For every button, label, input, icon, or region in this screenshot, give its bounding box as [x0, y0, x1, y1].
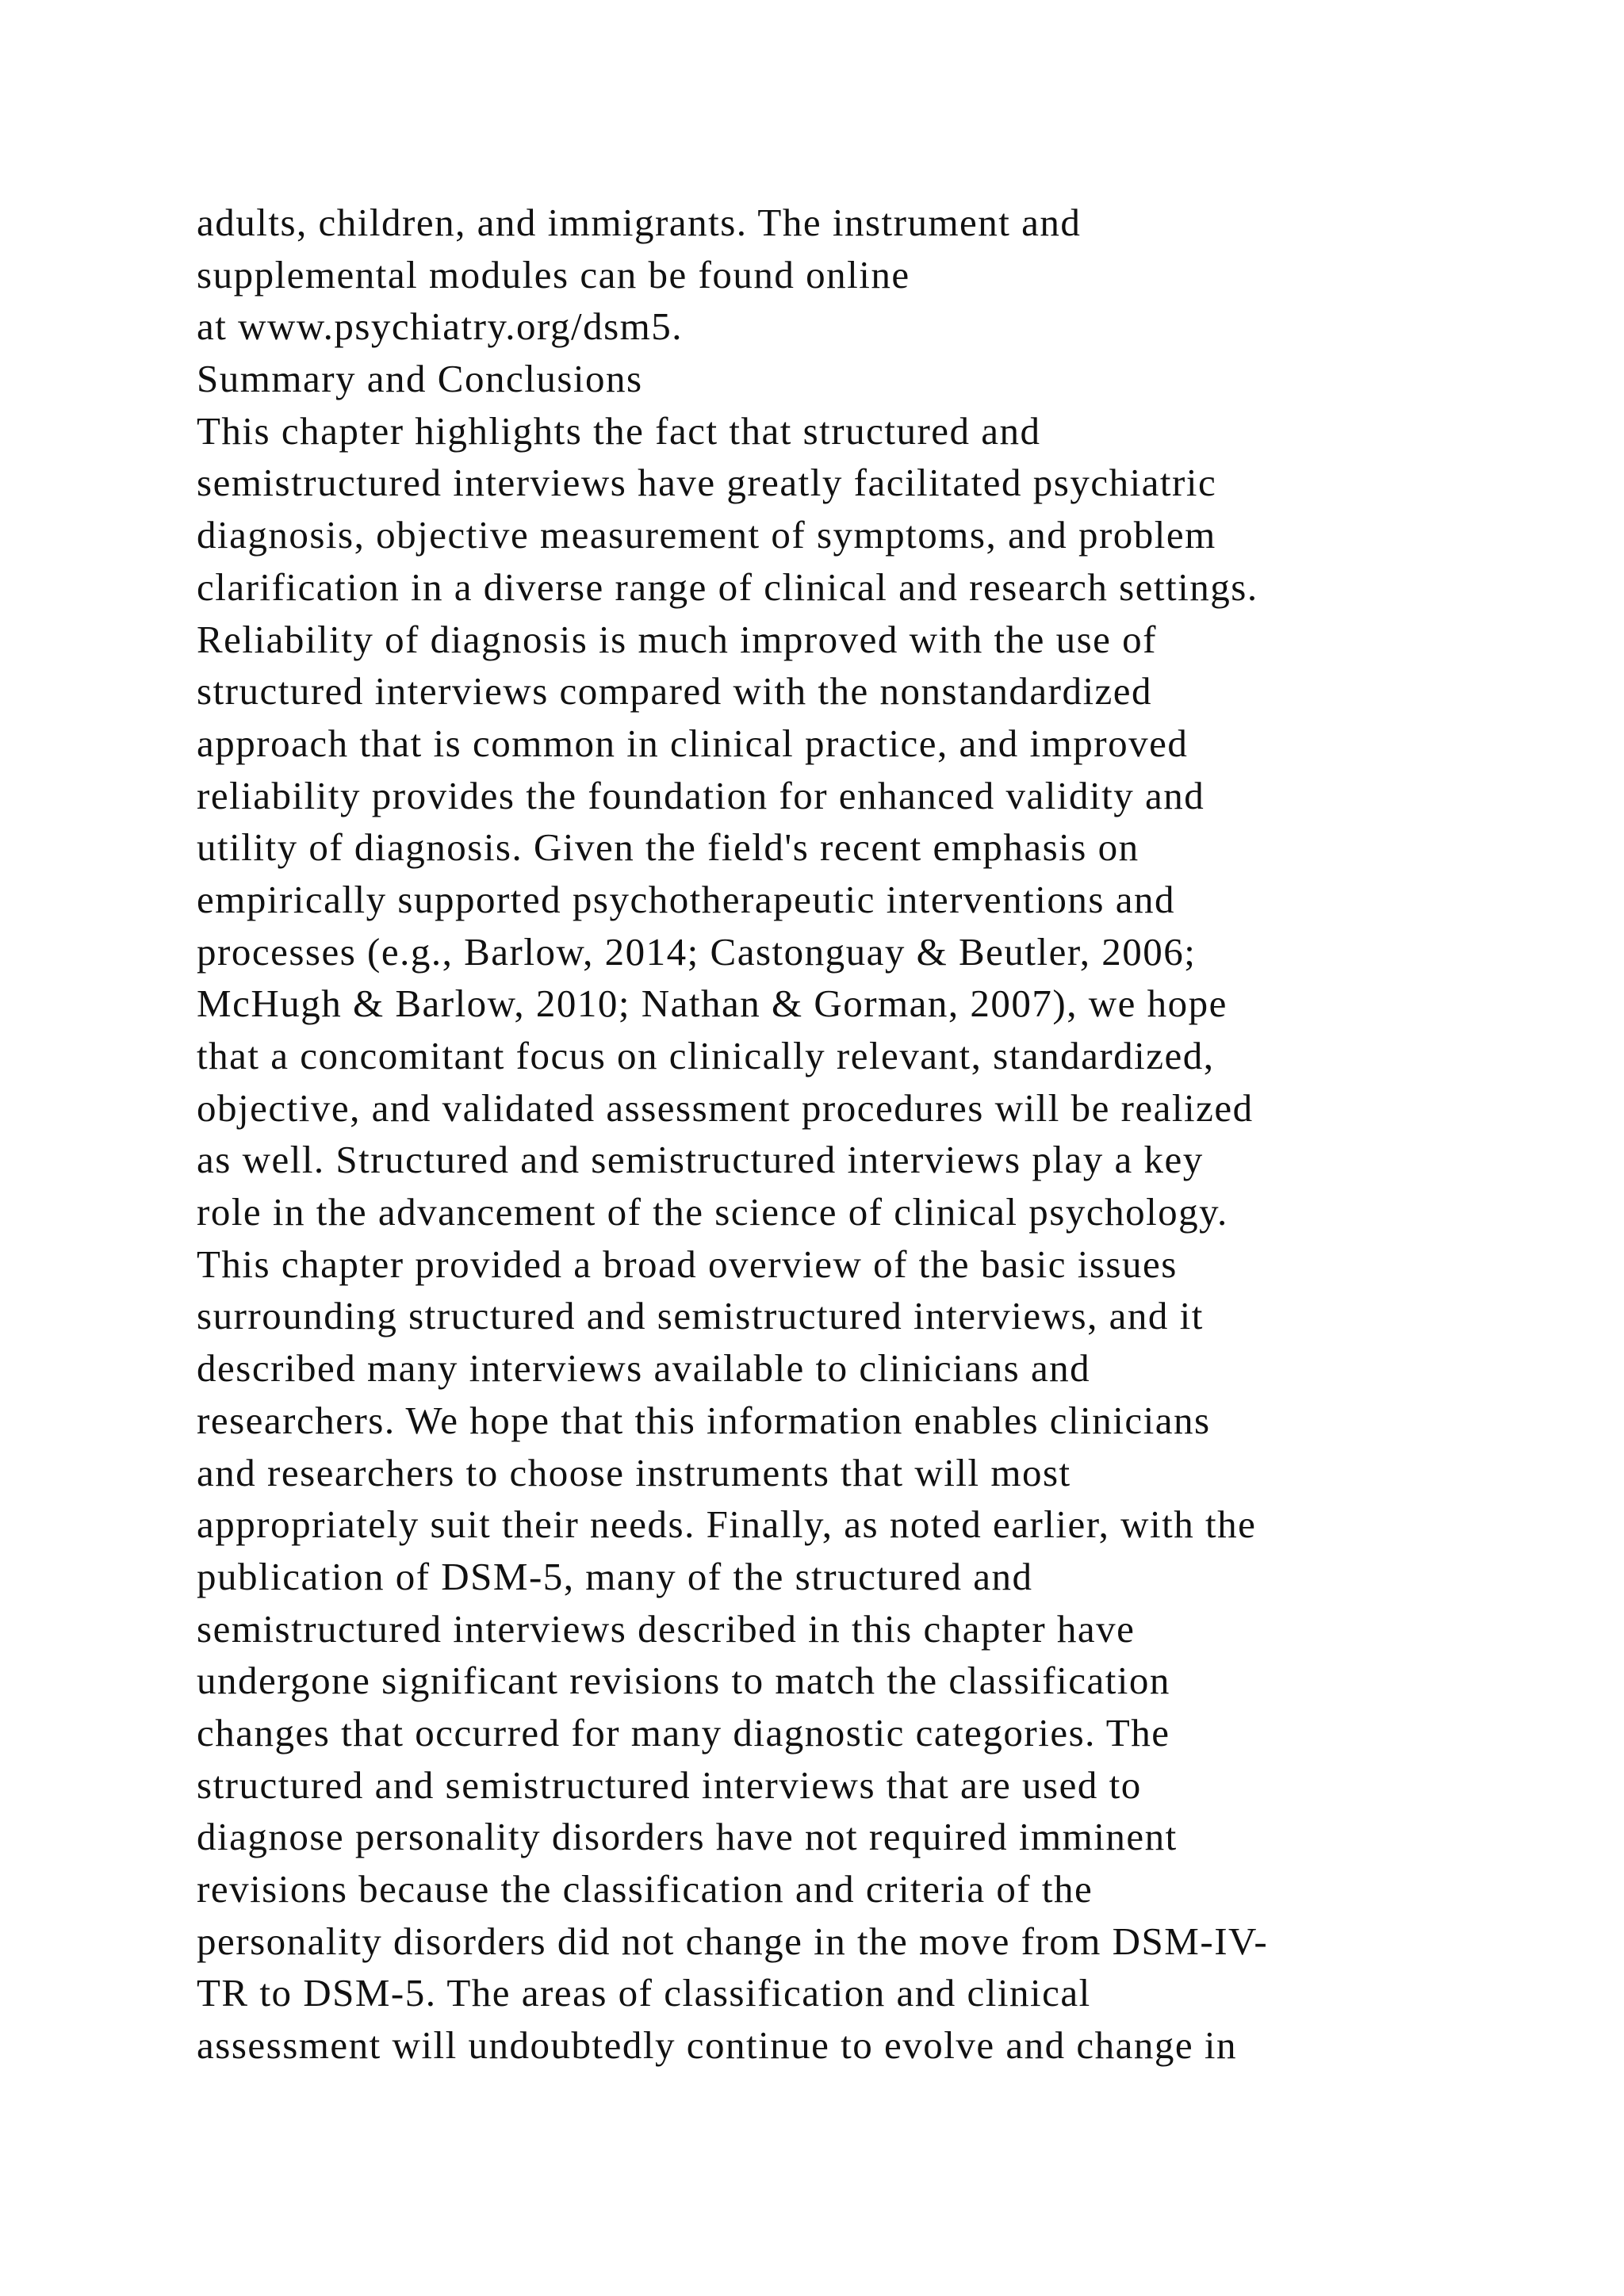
text-line: appropriately suit their needs. Finally, as noted earlier, with the [197, 1502, 1257, 1547]
text-line: This chapter provided a broad overview of the basic issues [197, 1242, 1178, 1286]
text-line: processes (e.g., Barlow, 2014; Castonguay & Beutler, 2006; [197, 929, 1197, 974]
text-line: empirically supported psychotherapeutic interventions and [197, 877, 1175, 921]
text-line: structured and semistructured interviews that are used to [197, 1762, 1142, 1807]
text-line: utility of diagnosis. Given the field's recent emphasis on [197, 825, 1139, 870]
text-line: undergone significant revisions to match the classification [197, 1659, 1170, 1703]
text-line: clarification in a diverse range of clinical and research settings. [197, 564, 1258, 609]
text-line: surrounding structured and semistructured interviews, and it [197, 1294, 1204, 1338]
text-line: reliability provides the foundation for enhanced validity and [197, 773, 1205, 817]
text-line: and researchers to choose instruments that will most [197, 1450, 1071, 1494]
text-line: This chapter highlights the fact that structured and [197, 408, 1041, 453]
text-line: role in the advancement of the science of clinical psychology. [197, 1190, 1228, 1234]
text-line: revisions because the classification and criteria of the [197, 1867, 1094, 1911]
text-line: adults, children, and immigrants. The instrument and [197, 201, 1082, 244]
section-heading: Summary and Conclusions [197, 357, 643, 401]
text-line: objective, and validated assessment procedures will be realized [197, 1085, 1254, 1130]
body-text [197, 197, 1465, 2072]
text-line: researchers. We hope that this information enables clinicians [197, 1398, 1211, 1442]
text-line: TR to DSM-5. The areas of classification and clinical [197, 1971, 1091, 2015]
text-line: as well. Structured and semistructured interviews play a key [197, 1138, 1204, 1182]
text-line: diagnosis, objective measurement of symptoms, and problem [197, 513, 1216, 557]
text-line: semistructured interviews described in this chapter have [197, 1606, 1136, 1651]
text-line: assessment will undoubtedly continue to evolve and change in [197, 2023, 1238, 2068]
text-line: at www.psychiatry.org/dsm5. [197, 304, 683, 349]
text-line: approach that is common in clinical practice, and improved [197, 721, 1189, 765]
text-line: supplemental modules can be found online [197, 252, 910, 297]
text-line: that a concomitant focus on clinically relevant, standardized, [197, 1034, 1215, 1077]
text-line: Reliability of diagnosis is much improved with the use of [197, 617, 1157, 661]
text-line: personality disorders did not change in the move from DSM-IV- [197, 1919, 1269, 1963]
text-line: structured interviews compared with the nonstandardized [197, 669, 1153, 714]
text-line: semistructured interviews have greatly facilitated psychiatric [197, 461, 1217, 505]
text-line: changes that occurred for many diagnostic categories. The [197, 1710, 1170, 1755]
text-line: diagnose personality disorders have not required imminent [197, 1815, 1178, 1859]
text-line: publication of DSM-5, many of the structured and [197, 1554, 1033, 1598]
text-line: McHugh & Barlow, 2010; Nathan & Gorman, 2007), we hope [197, 982, 1228, 1026]
text-line: described many interviews available to clinicians and [197, 1346, 1091, 1391]
